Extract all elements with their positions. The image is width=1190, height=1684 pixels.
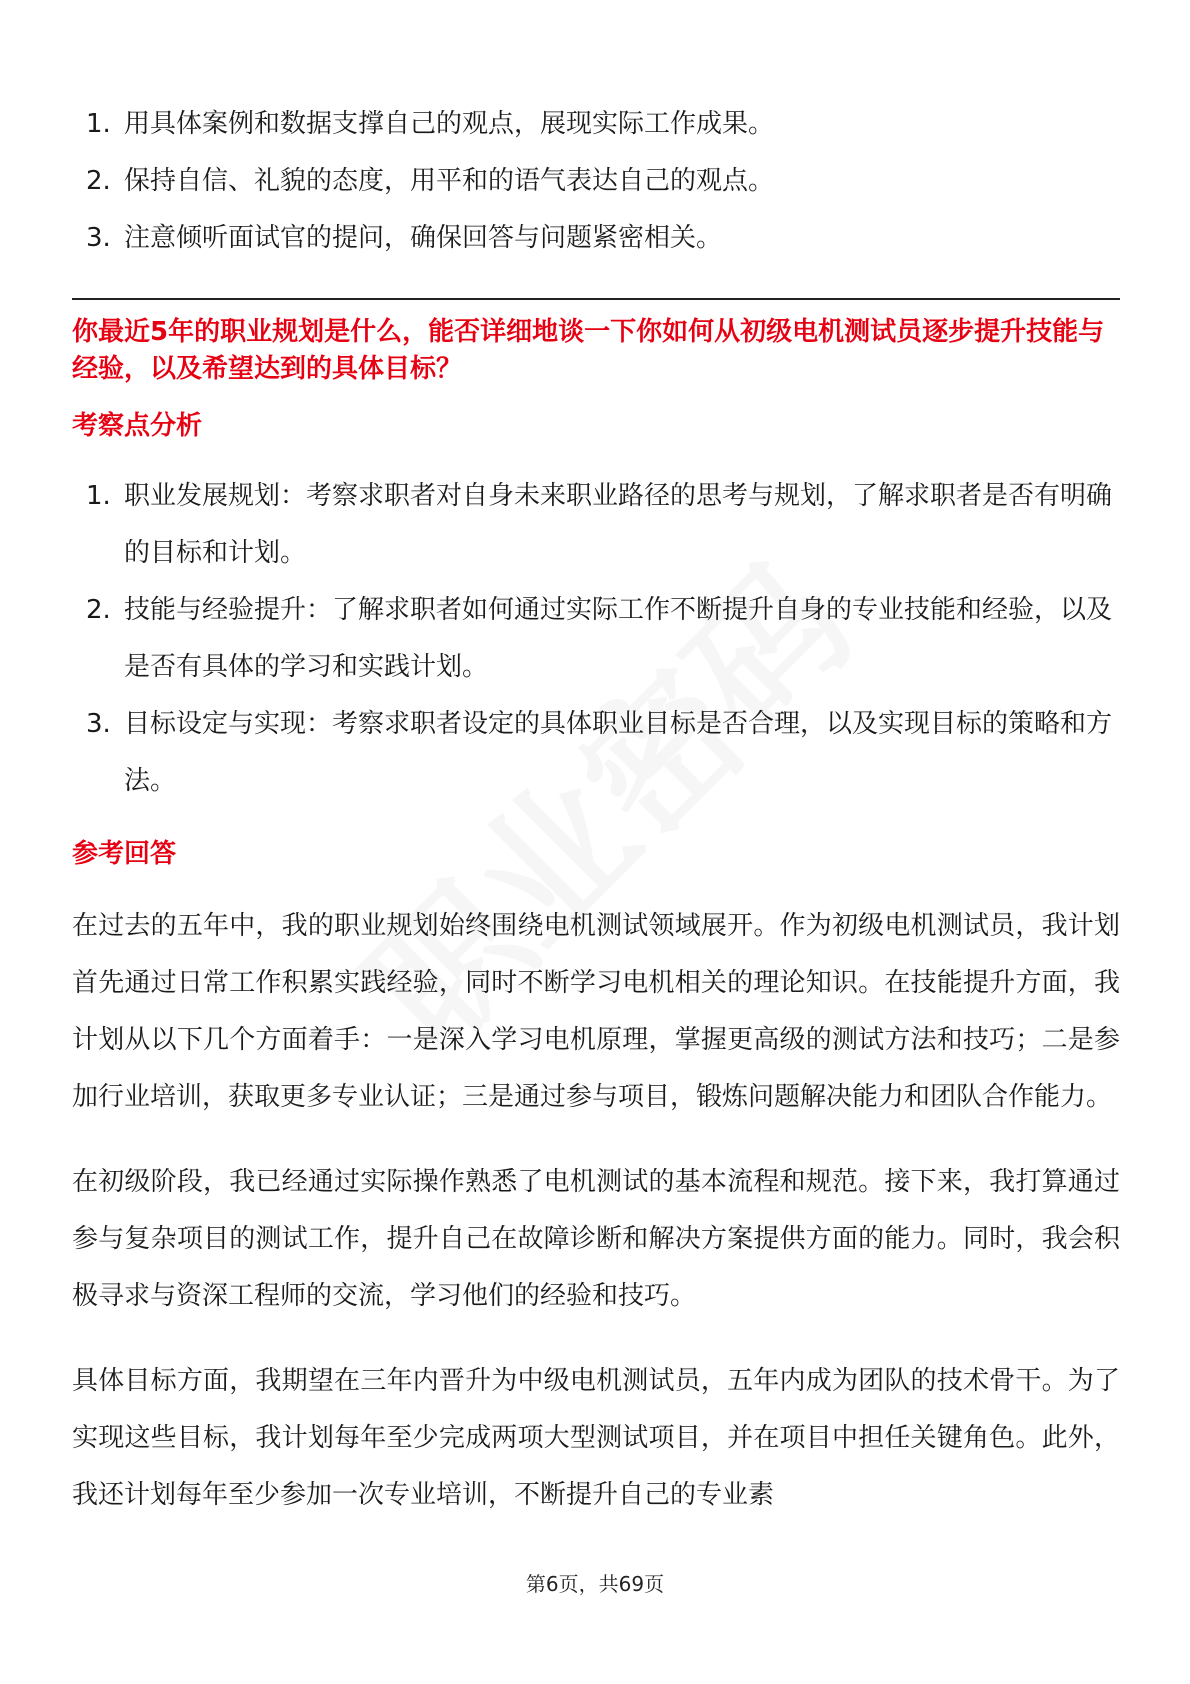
list-item — [72, 210, 1120, 267]
answer-paragraph: 在初级阶段，我已经通过实际操作熟悉了电机测试的基本流程和规范。接下来，我打算通过参与复杂项目的测试工作，提升自己在故障诊断和解决方案提供方面的能力。同时，我会积极寻求与资深工程师的交流，学习他们的经验和技巧。 — [72, 1167, 1120, 1311]
section-divider — [72, 298, 1120, 300]
list-item — [72, 468, 1120, 582]
interview-question: 你最近5年的职业规划是什么，能否详细地谈一下你如何从初级电机测试员逐步提升技能与经验，以及希望达到的具体目标？ — [72, 317, 1105, 384]
list-item-number: 2. — [86, 166, 111, 196]
list-item-text: 用具体案例和数据支撑自己的观点，展现实际工作成果。 — [124, 109, 775, 139]
page-number: 第6页，共69页 — [525, 1572, 665, 1596]
list-item-text: 技能与经验提升：了解求职者如何通过实际工作不断提升自身的专业技能和经验，以及是否有具体的学习和实践计划。 — [124, 595, 1113, 682]
list-item-number: 3. — [86, 223, 111, 253]
list-item-text: 注意倾听面试官的提问，确保回答与问题紧密相关。 — [124, 223, 723, 253]
list-item-text: 保持自信、礼貌的态度，用平和的语气表达自己的观点。 — [124, 166, 775, 196]
answer-paragraph: 具体目标方面，我期望在三年内晋升为中级电机测试员，五年内成为团队的技术骨干。为了实现这些目标，我计划每年至少完成两项大型测试项目，并在项目中担任关键角色。此外，我还计划每年至少参加一次专业培训，不断提升自己的专业素 — [72, 1366, 1120, 1510]
list-item — [72, 582, 1120, 696]
list-item — [72, 696, 1120, 810]
list-item-number: 1. — [86, 109, 111, 139]
analysis-heading: 考察点分析 — [72, 411, 203, 441]
document-page — [72, 96, 1120, 1524]
analysis-list — [72, 468, 1120, 810]
tips-list — [72, 96, 1120, 267]
list-item-text: 目标设定与实现：考察求职者设定的具体职业目标是否合理，以及实现目标的策略和方法。 — [124, 709, 1113, 796]
list-item-text: 职业发展规划：考察求职者对自身未来职业路径的思考与规划，了解求职者是否有明确的目标和计划。 — [124, 481, 1113, 568]
list-item-number: 3. — [86, 709, 111, 739]
answer-paragraph: 在过去的五年中，我的职业规划始终围绕电机测试领域展开。作为初级电机测试员，我计划首先通过日常工作积累实践经验，同时不断学习电机相关的理论知识。在技能提升方面，我计划从以下几个方面着手：一是深入学习电机原理，掌握更高级的测试方法和技巧；二是参加行业培训，获取更多专业认证；三是通过参与项目，锻炼问题解决能力和团队合作能力。 — [72, 911, 1120, 1112]
answer-heading: 参考回答 — [72, 839, 177, 869]
list-item — [72, 96, 1120, 153]
list-item-number: 1. — [86, 481, 111, 511]
list-item-number: 2. — [86, 595, 111, 625]
list-item — [72, 153, 1120, 210]
